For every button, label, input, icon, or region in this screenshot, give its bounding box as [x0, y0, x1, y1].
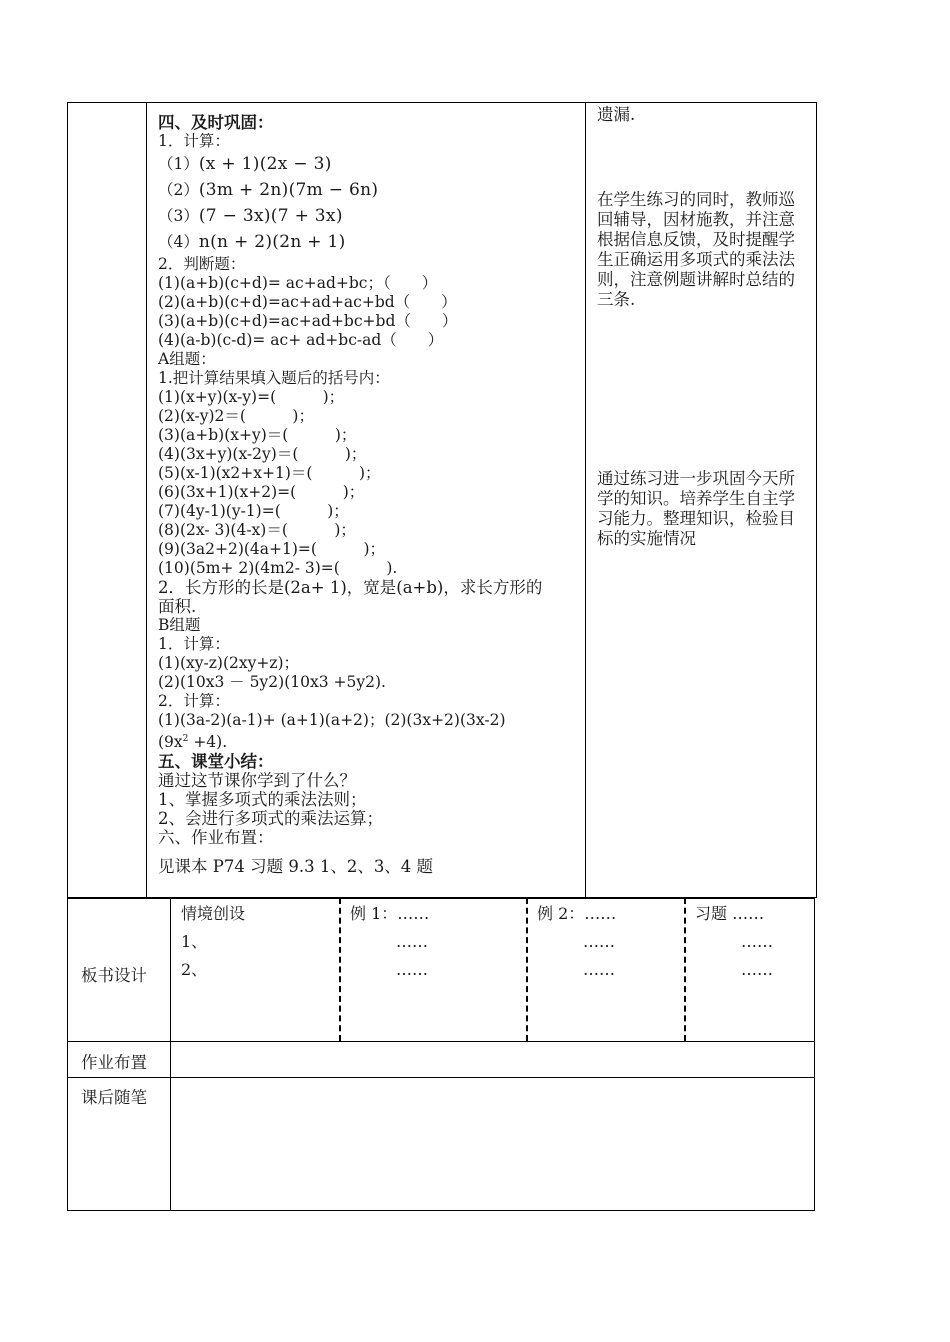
- fill-item-9: (9)(3a2+2)(4a+1)=( )；: [158, 540, 385, 558]
- board-dash-2: [526, 898, 528, 1041]
- calc-item-expr: (7 − 3x)(7 + 3x): [198, 206, 343, 226]
- note-top: 遗漏.: [597, 105, 636, 124]
- judge-item-4: (4)(a-b)(c-d)= ac+ ad+bc-ad（ ）: [158, 331, 444, 349]
- board-col-1-line-1: 1、: [181, 932, 208, 951]
- board-col-4-title: 习题 ……: [695, 904, 765, 923]
- board-col-1: [181, 904, 245, 988]
- fill-item-1: (1)(x+y)(x-y)=( )；: [158, 388, 345, 406]
- calc-item-expr: (3m + 2n)(7m − 6n): [198, 180, 379, 200]
- fill-item-8: (8)(2x- 3)(4-x)＝( )；: [158, 521, 356, 539]
- board-col-4-line-1: ……: [741, 932, 773, 951]
- judge-item-3: (3)(a+b)(c+d)=ac+ad+bc+bd（ ）: [158, 312, 458, 330]
- fill-item-7: (7)(4y-1)(y-1)=( )；: [158, 502, 349, 520]
- judge-item-1: (1)(a+b)(c+d)= ac+ad+bc；（ ）: [158, 274, 438, 292]
- b-calc2-line2: [158, 730, 580, 752]
- b-calc2-line1: (1)(3a-2)(a-1)+ (a+1)(a+2)；(2)(3x+2)(3x-2): [158, 711, 506, 729]
- homework-row-label: 作业布置: [81, 1053, 147, 1072]
- calc-item-expr: (x + 1)(2x − 3): [198, 154, 332, 174]
- judge-item-2: (2)(a+b)(c+d)=ac+ad+ac+bd（ ）: [158, 293, 457, 311]
- group-b-title: B组题: [158, 616, 201, 634]
- board-label: 板书设计: [81, 966, 147, 985]
- upper-divider-right: [585, 102, 586, 898]
- upper-divider-left: [146, 102, 147, 898]
- calc-item-4: [158, 229, 580, 255]
- note-middle: 在学生练习的同时，教师巡回辅导，因材施教，并注意根据信息反馈，及时提醒学生正确运用多项式的乘法法则，注意例题讲解时总结的三条.: [597, 190, 795, 309]
- b-calc2-title: 2．计算：: [158, 692, 230, 710]
- board-col-3-line-2: ……: [583, 960, 615, 979]
- homework-text: 见课本 P74 习题 9.3 1、2、3、4 题: [158, 857, 434, 877]
- board-col-3-title: 例 2：……: [537, 904, 617, 923]
- calc-item-3: [158, 203, 580, 229]
- calc-item-num: （4）: [158, 233, 199, 251]
- board-dash-1: [339, 898, 341, 1041]
- board-dash-3: [684, 898, 686, 1041]
- fill-item-6: (6)(3x+1)(x+2)=( )；: [158, 483, 365, 501]
- b-calc2-line2-sup: 2: [182, 734, 189, 744]
- fill-item-4: (4)(3x+y)(x-2y)＝( )；: [158, 445, 367, 463]
- lower-row-line-2: [67, 1077, 815, 1078]
- calc-item-2: [158, 177, 580, 203]
- board-col-3: [537, 904, 616, 988]
- board-col-1-line-2: 2、: [181, 960, 208, 979]
- calc-item-1: [158, 151, 580, 177]
- fill-item-10: (10)(5m+ 2)(4m2- 3)=( ).: [158, 559, 398, 577]
- fill-item-5: (5)(x-1)(x2+x+1)＝( )；: [158, 464, 381, 482]
- consolidation-heading: 四、及时巩固：: [158, 113, 274, 132]
- board-col-2: [350, 904, 429, 988]
- note-bottom: 通过练习进一步巩固今天所学的知识。培养学生自主学习能力。整理知识，检验目标的实施情况: [597, 469, 795, 548]
- board-col-2-title: 例 1：……: [350, 904, 430, 923]
- board-col-4: [695, 904, 773, 988]
- summary-item-1: 1、掌握多项式的乘法法则；: [158, 790, 367, 810]
- board-col-1-title: 情境创设: [181, 904, 246, 923]
- b-calc1-title: 1．计算：: [158, 635, 230, 653]
- b-calc2-line2-post: +4).: [188, 733, 228, 752]
- group-a-title: A组题：: [158, 350, 216, 368]
- calc-item-expr: n(n + 2)(2n + 1): [198, 232, 346, 252]
- summary-heading: 五、课堂小结：: [158, 752, 274, 772]
- board-col-3-line-1: ……: [583, 932, 615, 951]
- b-calc1-item-2: (2)(10x3 － 5y2)(10x3 +5y2).: [158, 673, 386, 691]
- rect-question-line2: 面积.: [158, 597, 197, 616]
- main-content: [158, 113, 580, 876]
- board-col-2-line-2: ……: [396, 960, 428, 979]
- fill-title: 1.把计算结果填入题后的括号内：: [158, 369, 390, 387]
- board-col-2-line-1: ……: [396, 932, 428, 951]
- lower-divider-label: [170, 898, 171, 1211]
- calc-item-num: （2）: [158, 181, 199, 199]
- rect-question-line1: 2．长方形的长是(2a+ 1)，宽是(a+b)，求长方形的: [158, 578, 543, 597]
- lower-row-line-1: [67, 1041, 815, 1042]
- b-calc1-item-1: (1)(xy-z)(2xy+z)；: [158, 654, 300, 672]
- board-col-4-line-2: ……: [741, 960, 773, 979]
- calc-item-num: （1）: [158, 155, 199, 173]
- calc-item-num: （3）: [158, 207, 199, 225]
- fill-item-2: (2)(x-y)2＝( )；: [158, 407, 314, 425]
- homework-heading: 六、作业布置：: [158, 828, 274, 848]
- fill-item-3: (3)(a+b)(x+y)＝( )；: [158, 426, 357, 444]
- summary-question: 通过这节课你学到了什么？: [158, 771, 356, 791]
- summary-item-2: 2、会进行多项式的乘法运算；: [158, 809, 383, 829]
- after-class-row-label: 课后随笔: [81, 1088, 147, 1107]
- b-calc2-line2-pre: (9x: [158, 733, 183, 752]
- judge-title: 2．判断题：: [158, 255, 246, 273]
- calc-title: 1．计算：: [158, 132, 230, 150]
